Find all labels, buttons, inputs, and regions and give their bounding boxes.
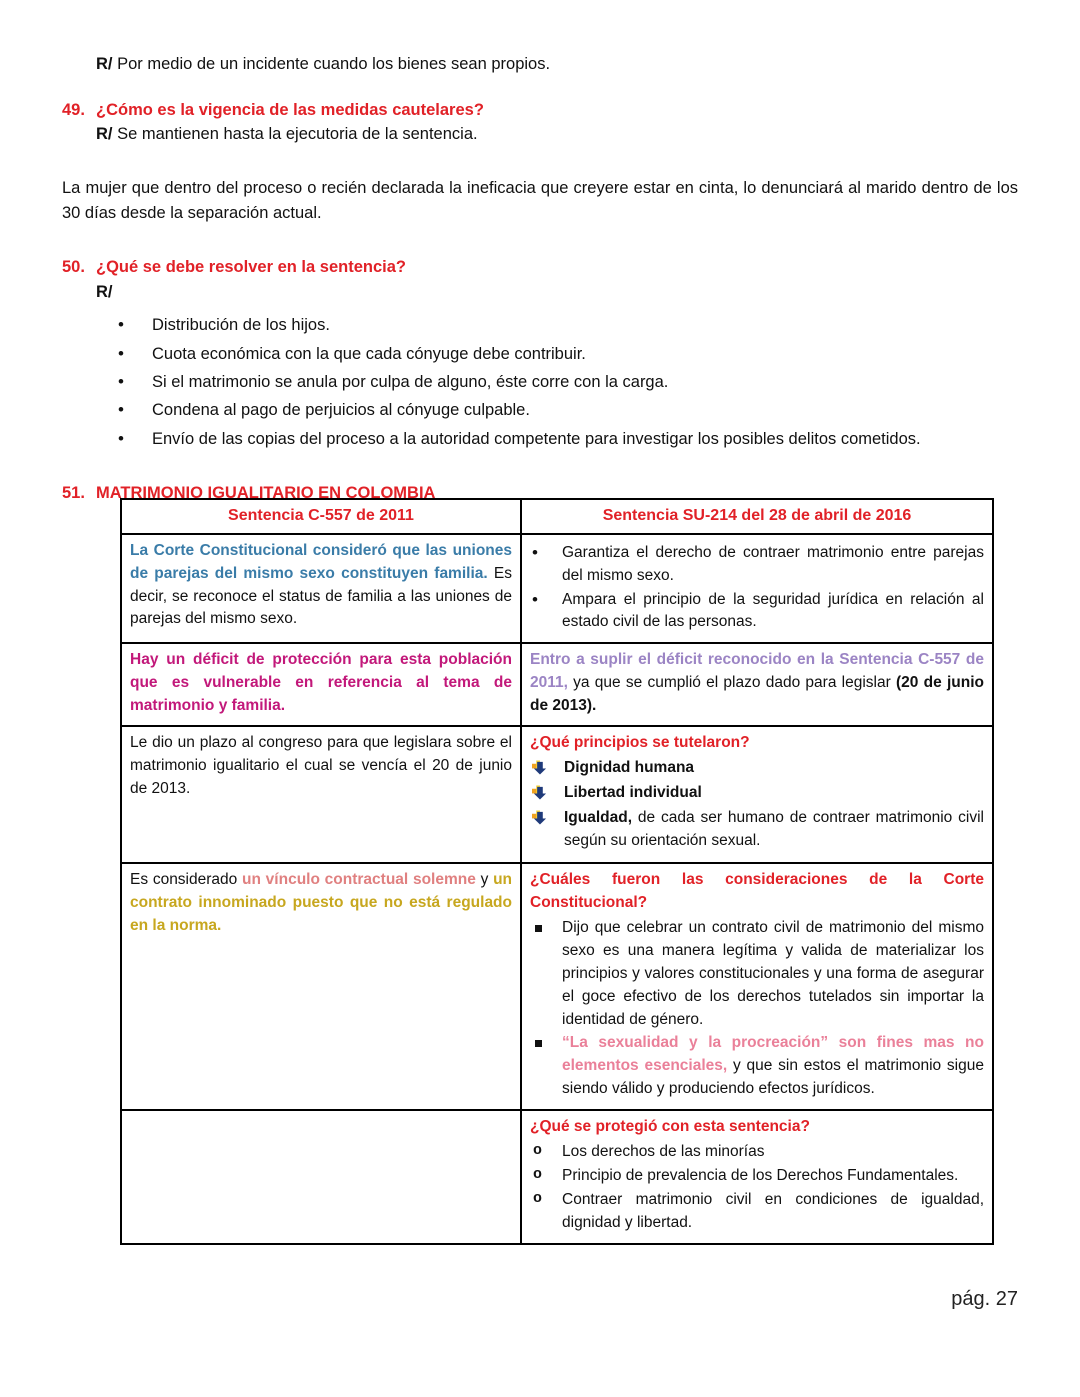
row4-left-b: y — [475, 870, 494, 888]
row4-right-question: ¿Cuáles fueron las consideraciones de la Corte Constitucional? — [530, 870, 984, 911]
table-row — [121, 726, 993, 863]
row3-right-principles-list — [530, 757, 984, 853]
row2-left-text: Hay un déficit de protección para esta población que es vulnerable en referencia al tema de matrimonio y familia. — [130, 651, 512, 715]
question-50-text: ¿Qué se debe resolver en la sentencia? — [96, 258, 406, 276]
sentencias-comparison-table — [120, 498, 994, 1245]
column-header-left: Sentencia C-557 de 2011 — [121, 499, 521, 534]
row4-right-bullet-list — [530, 917, 984, 1102]
cell-row4-left — [121, 863, 521, 1110]
row1-left-highlight: La Corte Constitucional consideró que las uniones de parejas del mismo sexo constituyen familia. — [130, 541, 512, 582]
question-51-title: MATRIMONIO IGUALITARIO EN COLOMBIA — [96, 484, 436, 503]
answer-49 — [96, 122, 1018, 148]
list-item: • Distribución de los hijos. — [118, 311, 1018, 339]
row3-left-text: Le dio un plazo al congreso para que legislara sobre el matrimonio igualitario el cual se vencía el 20 de junio de 2013. — [130, 734, 512, 798]
principle-name: Dignidad humana — [564, 759, 695, 777]
list-item — [530, 757, 984, 780]
cell-row3-right — [521, 726, 993, 863]
principle-name: Igualdad, — [564, 809, 633, 827]
arrow-bullet-icon — [532, 760, 547, 775]
question-49-heading — [62, 98, 1018, 123]
row2-right-mid: ya que se cumplió el plazo dado para legislar — [567, 674, 897, 692]
table-row — [121, 643, 993, 726]
cell-row5-left — [121, 1110, 521, 1244]
spacer — [62, 78, 1018, 98]
cell-row1-left — [121, 534, 521, 644]
table-row — [121, 1110, 993, 1244]
row4-left-olive: un contrato innominado puesto que no está regulado en la norma. — [130, 870, 512, 934]
list-item: • Cuota económica con la que cada cónyuge debe contribuir. — [118, 340, 1018, 368]
cell-row2-right — [521, 643, 993, 726]
cell-row4-right — [521, 863, 993, 1110]
answer-50-bullet-list — [62, 311, 1018, 453]
question-50-heading — [62, 255, 1018, 280]
list-item: Dijo que celebrar un contrato civil de matrimonio del mismo sexo es una manera legítima y valida de materializar los principios y valores constitucionales y una forma de asegurar el goce efectivo de los derechos tutelados sin importar la identidad de género. — [530, 917, 984, 1032]
row2-right-highlight: Entro a suplir el déficit reconocido en la Sentencia C-557 de 2011, — [530, 651, 984, 692]
list-item: • Condena al pago de perjuicios al cónyuge culpable. — [118, 396, 1018, 424]
question-49-text: ¿Cómo es la vigencia de las medidas cautelares? — [96, 100, 484, 119]
spacer — [62, 227, 1018, 255]
question-49-number: 49. — [62, 100, 85, 119]
column-header-right: Sentencia SU-214 del 28 de abril de 2016 — [521, 499, 993, 534]
page-number: pág. 27 — [951, 1288, 1018, 1310]
list-item: o Principio de prevalencia de los Derechos Fundamentales. — [530, 1165, 984, 1188]
list-item: • Ampara el principio de la seguridad jurídica en relación al estado civil de las personas. — [530, 589, 984, 635]
table-row — [121, 863, 993, 1110]
answer-48-text: Por medio de un incidente cuando los bienes sean propios. — [117, 55, 551, 73]
arrow-bullet-icon — [532, 810, 547, 825]
list-item — [530, 807, 984, 853]
row4-bullet2-pink: “La sexualidad y la procreación” son fines mas no elementos esenciales, — [562, 1034, 984, 1075]
arrow-bullet-icon — [532, 785, 547, 800]
list-item — [530, 1032, 984, 1101]
answer-prefix: R/ — [96, 125, 113, 144]
list-item: • Envío de las copias del proceso a la autoridad competente para investigar los posibles delitos cometidos. — [118, 425, 1018, 453]
row4-left-a: Es considerado — [130, 870, 243, 888]
answer-49-text: Se mantienen hasta la ejecutoria de la sentencia. — [117, 125, 478, 144]
list-item — [530, 782, 984, 805]
row1-left-rest: Es decir, se reconoce el status de familia a las uniones de parejas del mismo sexo. — [130, 564, 512, 628]
cell-row3-left — [121, 726, 521, 863]
answer-48 — [96, 52, 1018, 78]
table-header-row — [121, 499, 993, 534]
cell-row5-right — [521, 1110, 993, 1244]
list-item: o Los derechos de las minorías — [530, 1141, 984, 1164]
list-item: o Contraer matrimonio civil en condiciones de igualdad, dignidad y libertad. — [530, 1189, 984, 1235]
question-50-number: 50. — [62, 258, 85, 276]
principle-name: Libertad individual — [564, 784, 702, 802]
document-body — [62, 52, 1018, 506]
row4-bullet2-rest: y que sin estos el matrimonio sigue siendo válido y produciendo efectos jurídicos. — [562, 1057, 984, 1098]
row1-right-bullet-list — [530, 542, 984, 635]
answer-50-prefix: R/ — [96, 282, 113, 301]
spacer — [62, 148, 1018, 176]
cell-row2-left — [121, 643, 521, 726]
row4-left-coral: un vínculo contractual solemne — [242, 870, 476, 888]
spacer — [62, 453, 1018, 481]
table-row — [121, 534, 993, 644]
row2-right-bold: (20 de junio de 2013). — [530, 674, 984, 715]
row3-right-question: ¿Qué principios se tutelaron? — [530, 734, 750, 752]
paragraph-mujer-proceso: La mujer que dentro del proceso o recién declarada la ineficacia que creyere estar en cinta, lo denunciará al marido dentro de los 30 días desde la separación actual. — [62, 178, 1018, 223]
answer-prefix: R/ — [96, 55, 113, 73]
list-item: • Garantiza el derecho de contraer matrimonio entre parejas del mismo sexo. — [530, 542, 984, 588]
cell-row1-right — [521, 534, 993, 644]
question-51-number: 51. — [62, 484, 85, 503]
list-item: • Si el matrimonio se anula por culpa de alguno, éste corre con la carga. — [118, 368, 1018, 396]
principle-rest: de cada ser humano de contraer matrimonio civil según su orientación sexual. — [564, 809, 984, 849]
row5-right-question: ¿Qué se protegió con esta sentencia? — [530, 1118, 810, 1136]
row5-right-bullet-list — [530, 1141, 984, 1235]
